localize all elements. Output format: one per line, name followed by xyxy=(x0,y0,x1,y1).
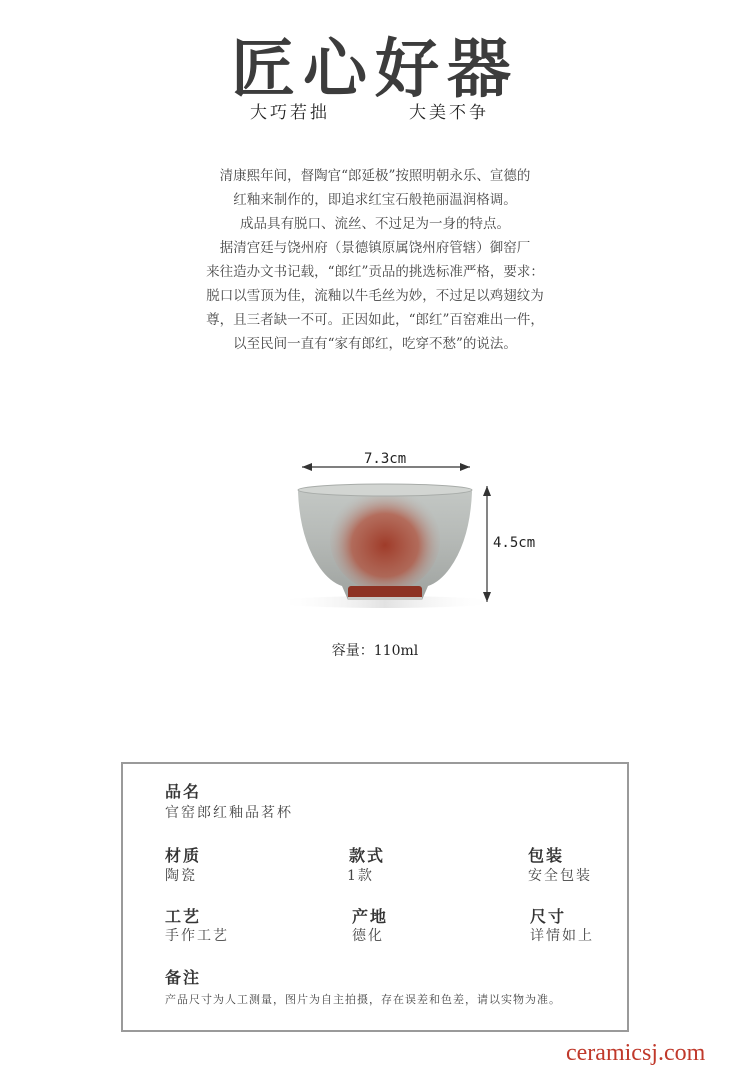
spec-name-label: 品名 xyxy=(165,782,202,801)
description-line: 成品具有脱口、流丝、不过足为一身的特点。 xyxy=(240,216,510,232)
spec-package-value: 安全包装 xyxy=(528,868,592,884)
spec-origin-label: 产地 xyxy=(352,907,389,926)
subtitle-right: 大美不争 xyxy=(409,103,489,123)
spec-box xyxy=(121,762,629,1032)
spec-size-value: 详情如上 xyxy=(530,928,594,944)
page-title: 匠心好器 xyxy=(231,33,519,107)
capacity-label: 容量：110ml xyxy=(331,643,419,659)
spec-size-label: 尺寸 xyxy=(530,907,567,926)
spec-origin-value: 德化 xyxy=(352,928,384,944)
description-line: 脱口以雪顶为佳，流釉以牛毛丝为妙，不过足以鸡翅纹为 xyxy=(206,288,544,304)
width-label: 7.3cm xyxy=(364,451,407,467)
spec-material-label: 材质 xyxy=(165,846,202,865)
spec-note-label: 备注 xyxy=(165,968,202,987)
spec-craft-value: 手作工艺 xyxy=(165,928,229,944)
spec-name-value: 官窑郎红釉品茗杯 xyxy=(165,805,293,821)
height-label: 4.5cm xyxy=(493,535,536,551)
spec-material-value: 陶瓷 xyxy=(165,868,197,884)
description-line: 清康熙年间，督陶官“郎延极”按照明朝永乐、宣德的 xyxy=(219,168,531,184)
spec-craft-label: 工艺 xyxy=(165,907,202,926)
cup-rim xyxy=(298,484,472,496)
description-line: 据清宫廷与饶州府（景德镇原属饶州府管辖）御窑厂 xyxy=(219,240,531,256)
description-line: 红釉来制作的，即追求红宝石般艳丽温润格调。 xyxy=(233,192,517,208)
spec-note-value: 产品尺寸为人工测量，图片为自主拍摄，存在误差和色差，请以实物为准。 xyxy=(165,993,561,1006)
description-line: 以至民间一直有“家有郎红，吃穿不愁”的说法。 xyxy=(233,336,517,352)
spec-package-label: 包装 xyxy=(528,846,565,865)
red-glaze xyxy=(330,488,440,592)
description-line: 尊，且三者缺一不可。正因如此，“郎红”百窑难出一件， xyxy=(206,312,544,328)
spec-style-label: 款式 xyxy=(349,846,386,865)
cup-illustration xyxy=(290,440,550,620)
product-description xyxy=(120,164,630,356)
spec-style-value: 1款 xyxy=(347,868,374,884)
watermark: ceramicsj.com xyxy=(566,1040,706,1066)
subtitle-left: 大巧若拙 xyxy=(250,103,330,123)
description-line: 来往造办文书记载，“郎红”贡品的挑选标准严格，要求： xyxy=(206,264,544,280)
height-arrow xyxy=(483,486,491,602)
